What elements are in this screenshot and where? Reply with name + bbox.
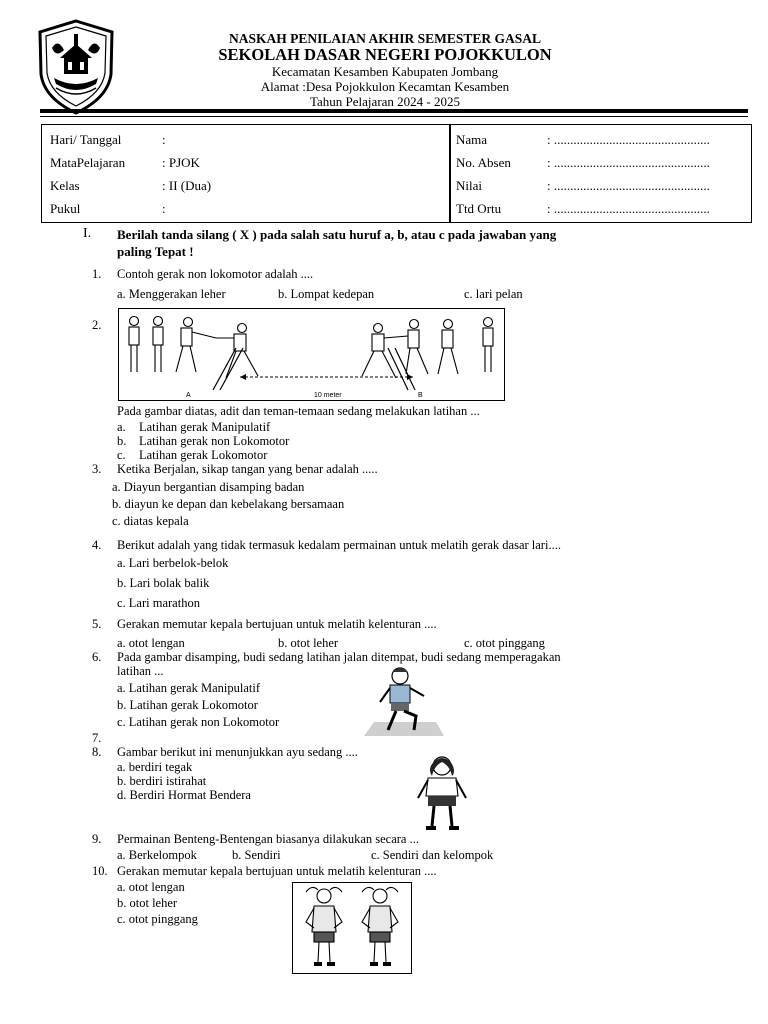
- q5-option-c[interactable]: c. otot pinggang: [464, 636, 545, 650]
- section-numeral: I.: [83, 226, 92, 241]
- info-label-date: Hari/ Tanggal: [50, 132, 122, 147]
- q5-text: Gerakan memutar kepala bertujuan untuk melatih kelenturan ....: [117, 617, 437, 631]
- section-instruction-line2: paling Tepat !: [117, 244, 194, 259]
- q2-option-b[interactable]: Latihan gerak non Lokomotor: [139, 434, 290, 448]
- q3-text: Ketika Berjalan, sikap tangan yang benar adalah .....: [117, 462, 378, 476]
- q4-option-b[interactable]: b. Lari bolak balik: [117, 576, 210, 590]
- district-line: Kecamatan Kesamben Kabupaten Jombang: [271, 64, 499, 79]
- q9-option-b[interactable]: b. Sendiri: [232, 848, 281, 862]
- info-label-score: Nilai: [456, 178, 482, 193]
- q8-number: 8.: [92, 745, 102, 759]
- q2-number: 2.: [92, 318, 102, 332]
- q10-text: Gerakan memutar kepala bertujuan untuk melatih kelenturan ....: [117, 864, 437, 878]
- q6-option-b[interactable]: b. Latihan gerak Lokomotor: [117, 698, 258, 712]
- q6-option-c[interactable]: c. Latihan gerak non Lokomotor: [117, 715, 280, 729]
- q9-text: Permainan Benteng-Bentengan biasanya dilakukan secara ...: [117, 832, 419, 846]
- q5-option-a[interactable]: a. otot lengan: [117, 636, 185, 650]
- q3-option-b[interactable]: b. diayun ke depan dan kebelakang bersamaan: [112, 497, 345, 511]
- info-label-time: Pukul: [50, 201, 81, 216]
- q3-option-c[interactable]: c. diatas kepala: [112, 514, 189, 528]
- q2-relay-running-figure: [118, 308, 505, 401]
- q2-option-a-letter: a.: [117, 420, 126, 434]
- info-value-subject: : PJOK: [162, 155, 200, 170]
- q10-option-a[interactable]: a. otot lengan: [117, 880, 185, 894]
- q5-number: 5.: [92, 617, 102, 631]
- q10-option-b[interactable]: b. otot leher: [117, 896, 178, 910]
- academic-year: Tahun Pelajaran 2024 - 2025: [310, 94, 460, 109]
- q8-option-a[interactable]: a. berdiri tegak: [117, 760, 193, 774]
- section-instruction-line1: Berilah tanda silang ( X ) pada salah satu huruf a, b, atau c pada jawaban yang: [117, 227, 557, 242]
- q8-option-b[interactable]: b. berdiri istirahat: [117, 774, 207, 788]
- info-label-absen: No. Absen: [456, 155, 511, 170]
- q7-number: 7.: [92, 731, 102, 745]
- info-label-class: Kelas: [50, 178, 80, 193]
- info-value-absen[interactable]: : ................................................: [547, 155, 710, 170]
- info-value-date[interactable]: :: [162, 132, 166, 147]
- q8-option-c[interactable]: d. Berdiri Hormat Bendera: [117, 788, 251, 802]
- q2-figure-distance: 10 meter: [314, 392, 342, 399]
- q2-option-b-letter: b.: [117, 434, 127, 448]
- q1-number: 1.: [92, 267, 102, 281]
- q6-text-line1: Pada gambar disamping, budi sedang latihan jalan ditempat, budi sedang memperagakan: [117, 650, 561, 664]
- student-info-table: [41, 124, 752, 223]
- q6-option-a[interactable]: a. Latihan gerak Manipulatif: [117, 681, 260, 695]
- q6-text-line2: latihan ...: [117, 664, 164, 678]
- info-value-class: : II (Dua): [162, 178, 212, 193]
- q2-figure-label-a: A: [186, 392, 191, 399]
- school-name: SEKOLAH DASAR NEGERI POJOKKULON: [218, 45, 552, 64]
- q2-option-a[interactable]: Latihan gerak Manipulatif: [139, 420, 271, 434]
- q2-text: Pada gambar diatas, adit dan teman-temaan sedang melakukan latihan ...: [117, 404, 480, 418]
- header-rule-thick: [40, 109, 748, 113]
- q1-option-a[interactable]: a. Menggerakan leher: [117, 287, 226, 301]
- q5-option-b[interactable]: b. otot leher: [278, 636, 339, 650]
- q9-number: 9.: [92, 832, 102, 846]
- info-label-parent-sign: Ttd Ortu: [456, 201, 502, 216]
- q4-number: 4.: [92, 538, 102, 552]
- q10-number: 10.: [92, 864, 108, 878]
- q4-text: Berikut adalah yang tidak termasuk kedalam permainan untuk melatih gerak dasar lari....: [117, 538, 561, 552]
- info-value-score[interactable]: : ................................................: [547, 178, 710, 193]
- q9-option-a[interactable]: a. Berkelompok: [117, 848, 197, 862]
- q4-option-a[interactable]: a. Lari berbelok-belok: [117, 556, 229, 570]
- exam-title: NASKAH PENILAIAN AKHIR SEMESTER GASAL: [228, 31, 542, 46]
- info-value-parent-sign[interactable]: : ................................................: [547, 201, 710, 216]
- q3-number: 3.: [92, 462, 102, 476]
- q10-option-c[interactable]: c. otot pinggang: [117, 912, 198, 926]
- q2-option-c[interactable]: Latihan gerak Lokomotor: [139, 448, 268, 462]
- info-table-divider: [449, 125, 451, 222]
- q9-option-c[interactable]: c. Sendiri dan kelompok: [371, 848, 494, 862]
- q4-option-c[interactable]: c. Lari marathon: [117, 596, 200, 610]
- q2-option-c-letter: c.: [117, 448, 126, 462]
- school-emblem-logo: [34, 18, 118, 116]
- q8-text: Gambar berikut ini menunjukkan ayu sedang ....: [117, 745, 358, 759]
- info-label-name: Nama: [456, 132, 488, 147]
- info-value-time[interactable]: :: [162, 201, 166, 216]
- q6-number: 6.: [92, 650, 102, 664]
- info-label-subject: MataPelajaran: [50, 155, 126, 170]
- q3-option-a[interactable]: a. Diayun bergantian disamping badan: [112, 480, 305, 494]
- q10-head-rotation-figure: [292, 882, 412, 974]
- header-rule-thin: [40, 116, 748, 117]
- q1-option-b[interactable]: b. Lompat kedepan: [278, 287, 375, 301]
- q6-marching-boy-figure: [360, 664, 450, 740]
- info-value-name[interactable]: : ................................................: [547, 132, 710, 147]
- q2-figure-label-b: B: [418, 392, 423, 399]
- address-line: Alamat :Desa Pojokkulon Kecamtan Kesamben: [260, 79, 510, 94]
- q1-text: Contoh gerak non lokomotor adalah ....: [117, 267, 314, 281]
- q1-option-c[interactable]: c. lari pelan: [464, 287, 523, 301]
- q8-standing-girl-figure: [396, 752, 496, 834]
